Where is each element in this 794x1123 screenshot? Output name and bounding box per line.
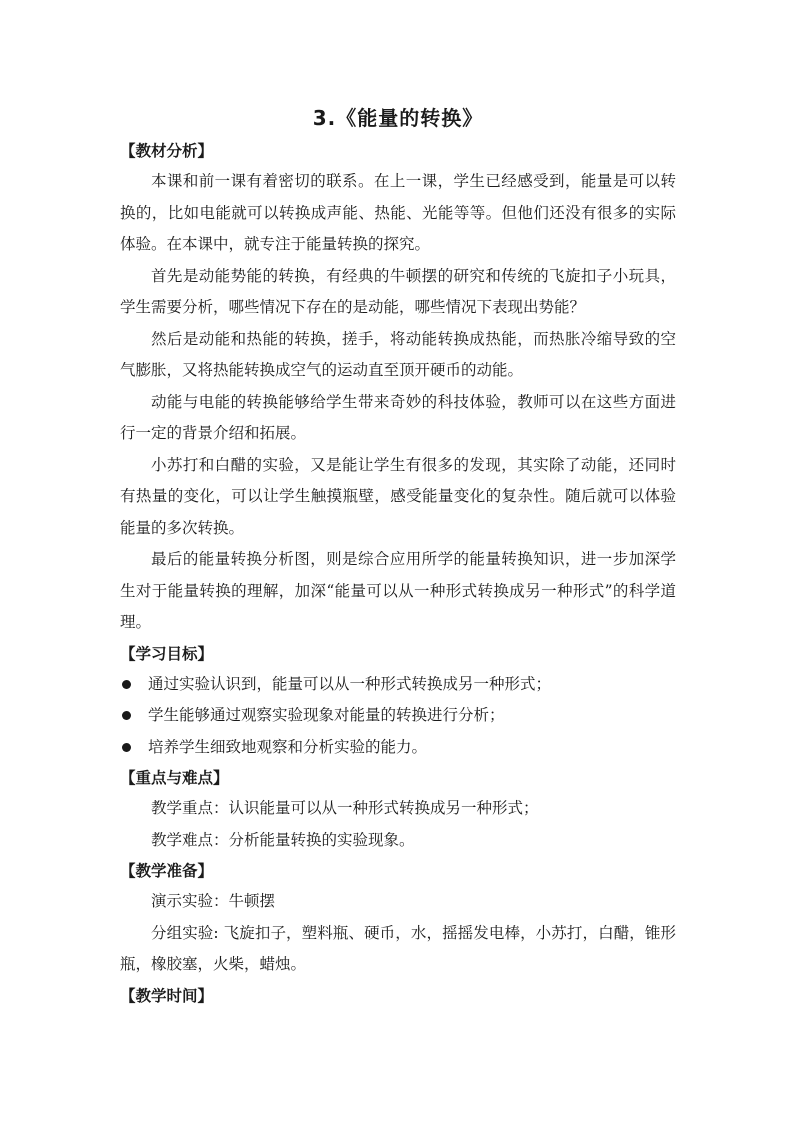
- section-heading-objectives: 【学习目标】: [120, 644, 214, 663]
- difficulty-line: 教学难点：分析能量转换的实验现象。: [151, 830, 415, 849]
- analysis-paragraph: 最后的能量转换分析图，则是综合应用所学的能量转换知识，进一步加深学生对于能量转换的理解，加深“能量可以从一种形式转换成另一种形式”的科学道理。: [120, 550, 676, 631]
- analysis-paragraph: 小苏打和白醋的实验，又是能让学生有很多的发现，其实除了动能，还同时有热量的变化，可以让学生触摸瓶壁，感受能量变化的复杂性。随后就可以体验能量的多次转换。: [120, 455, 676, 537]
- section-heading-preparation: 【教学准备】: [120, 862, 214, 880]
- demo-experiment-line: 演示实验：牛顿摆: [151, 892, 276, 910]
- section-heading-time: 【教学时间】: [120, 986, 214, 1005]
- document-body: [120, 100, 676, 1011]
- objective-text: 通过实验认识到，能量可以从一种形式转换成另一种形式；: [148, 674, 552, 693]
- objectives-list: [120, 669, 676, 764]
- analysis-paragraph: 首先是动能势能的转换，有经典的牛顿摆的研究和传统的飞旋扣子小玩具，学生需要分析，哪些情况下存在的是动能，哪些情况下表现出势能？: [120, 266, 676, 316]
- bullet-dot-icon: [122, 711, 131, 720]
- objective-item: [120, 732, 676, 764]
- objective-item: [120, 700, 676, 732]
- bullet-dot-icon: [122, 680, 131, 689]
- bullet-dot-icon: [122, 743, 131, 752]
- analysis-paragraph: 本课和前一课有着密切的联系。在上一课，学生已经感受到，能量是可以转换的，比如电能就可以转换成声能、热能、光能等等。但他们还没有很多的实际体验。在本课中，就专注于能量转换的探究。: [120, 172, 676, 253]
- section-heading-analysis: 【教材分析】: [120, 142, 214, 160]
- section-heading-key-points: 【重点与难点】: [120, 769, 229, 787]
- group-experiment-paragraph: 分组实验: 飞旋扣子，塑料瓶、硬币，水，摇摇发电棒，小苏打，白醋，锥形瓶，橡胶塞，火柴，蜡烛。: [120, 923, 676, 973]
- objective-text: 学生能够通过观察实验现象对能量的转换进行分析；: [148, 706, 505, 724]
- analysis-paragraph: 然后是动能和热能的转换，搓手，将动能转换成热能，而热胀冷缩导致的空气膨胀，又将热能转换成空气的运动直至顶开硬币的动能。: [120, 329, 676, 379]
- key-point-line: 教学重点：认识能量可以从一种形式转换成另一种形式；: [151, 799, 539, 817]
- analysis-paragraph: 动能与电能的转换能够给学生带来奇妙的科技体验，教师可以在这些方面进行一定的背景介绍和拓展。: [120, 392, 676, 442]
- objective-text: 培养学生细致地观察和分析实验的能力。: [148, 737, 428, 756]
- objective-item: [120, 669, 676, 701]
- document-title: 3.《能量的转换》: [312, 106, 484, 130]
